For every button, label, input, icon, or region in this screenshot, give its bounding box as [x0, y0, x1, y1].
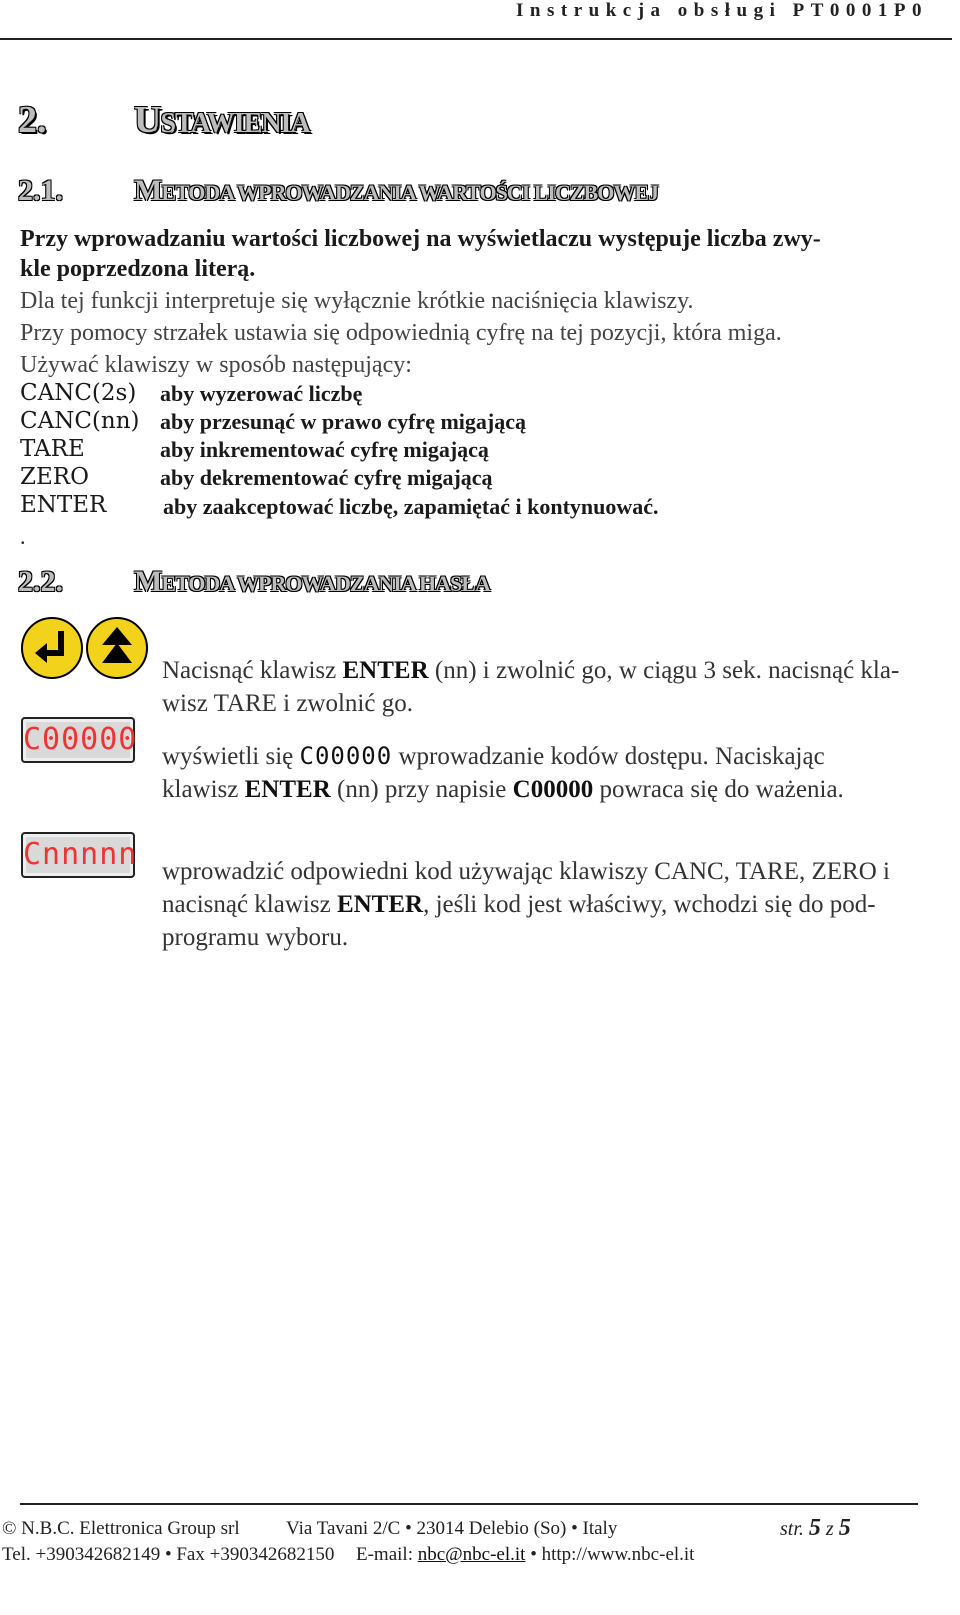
key-action: aby wyzerować liczbę: [160, 381, 363, 406]
footer-divider: [20, 1503, 918, 1505]
intro-bold-line: Przy wprowadzaniu wartości liczbowej na wyświetlaczu występuje liczba zwy-: [20, 226, 821, 252]
stray-dot: .: [20, 524, 26, 549]
footer-contact: E-mail: nbc@nbc-el.it • http://www.nbc-el.it: [356, 1544, 695, 1565]
key-action: aby przesunąć w prawo cyfrę migającą: [160, 409, 526, 434]
header-divider: [0, 38, 952, 40]
instruction-paragraph: wyświetli się C00000 wprowadzanie kodów dostępu. Naciskając klawisz ENTER (nn) przy napisie C00000 powraca się do ważenia.: [162, 742, 844, 803]
lcd-display: [21, 832, 138, 878]
instruction-paragraph: wprowadzić odpowiedni kod używając klawiszy CANC, TARE, ZERO i nacisnąć klawisz ENTER, jeśli kod jest właściwy, wchodzi się do pod- programu wyboru.: [162, 858, 890, 951]
key-action: aby inkrementować cyfrę migającą: [160, 437, 489, 462]
key-name: CANC(2s): [20, 380, 137, 406]
key-name: TARE: [20, 436, 85, 462]
paragraph-line: Dla tej funkcji interpretuje się wyłącznie krótkie naciśnięcia klawiszy.: [20, 288, 694, 314]
instruction-paragraph: Nacisnąć klawisz ENTER (nn) i zwolnić go, w ciągu 3 sek. nacisnąć kla- wisz TARE i zwolnić go.: [162, 657, 900, 717]
key-action: aby dekrementować cyfrę migającą: [160, 465, 493, 490]
key-action: aby zaakceptować liczbę, zapamiętać i kontynuować.: [163, 494, 659, 519]
enter-key-icon: [21, 617, 83, 679]
footer-phone-fax: Tel. +390342682149 • Fax +390342682150: [2, 1544, 335, 1565]
key-name: CANC(nn): [20, 408, 140, 434]
key-name: ENTER: [20, 492, 107, 518]
lcd-display: [21, 717, 138, 763]
subsection-number: 2.1.: [18, 174, 63, 207]
tare-arrow-up-icon: [86, 617, 148, 679]
subsection-title: METODA WPROWADZANIA WARTOŚCI LICZBOWEJ: [134, 174, 659, 207]
page-number: str. 5 z 5: [780, 1515, 851, 1541]
lcd-readout: C00000: [23, 722, 138, 757]
document-header-title: Instrukcja obsługi PT0001P0: [516, 0, 928, 21]
subsection-title: METODA WPROWADZANIA HASŁA: [134, 565, 490, 598]
footer-company: © N.B.C. Elettronica Group srl: [2, 1518, 240, 1539]
section-number: 2.: [18, 99, 47, 141]
section-title: USTAWIENIA: [134, 99, 310, 141]
lcd-readout: Cnnnnn: [23, 837, 138, 872]
intro-bold-line: kle poprzedzona literą.: [20, 256, 256, 282]
paragraph-line: Przy pomocy strzałek ustawia się odpowiednią cyfrę na tej pozycji, która miga.: [20, 320, 782, 346]
email-link[interactable]: nbc@nbc-el.it: [417, 1544, 526, 1565]
paragraph-line: Używać klawiszy w sposób następujący:: [20, 352, 412, 378]
footer-address: Via Tavani 2/C • 23014 Delebio (So) • Italy: [286, 1518, 618, 1539]
key-name: ZERO: [20, 464, 89, 490]
subsection-number: 2.2.: [18, 565, 63, 598]
